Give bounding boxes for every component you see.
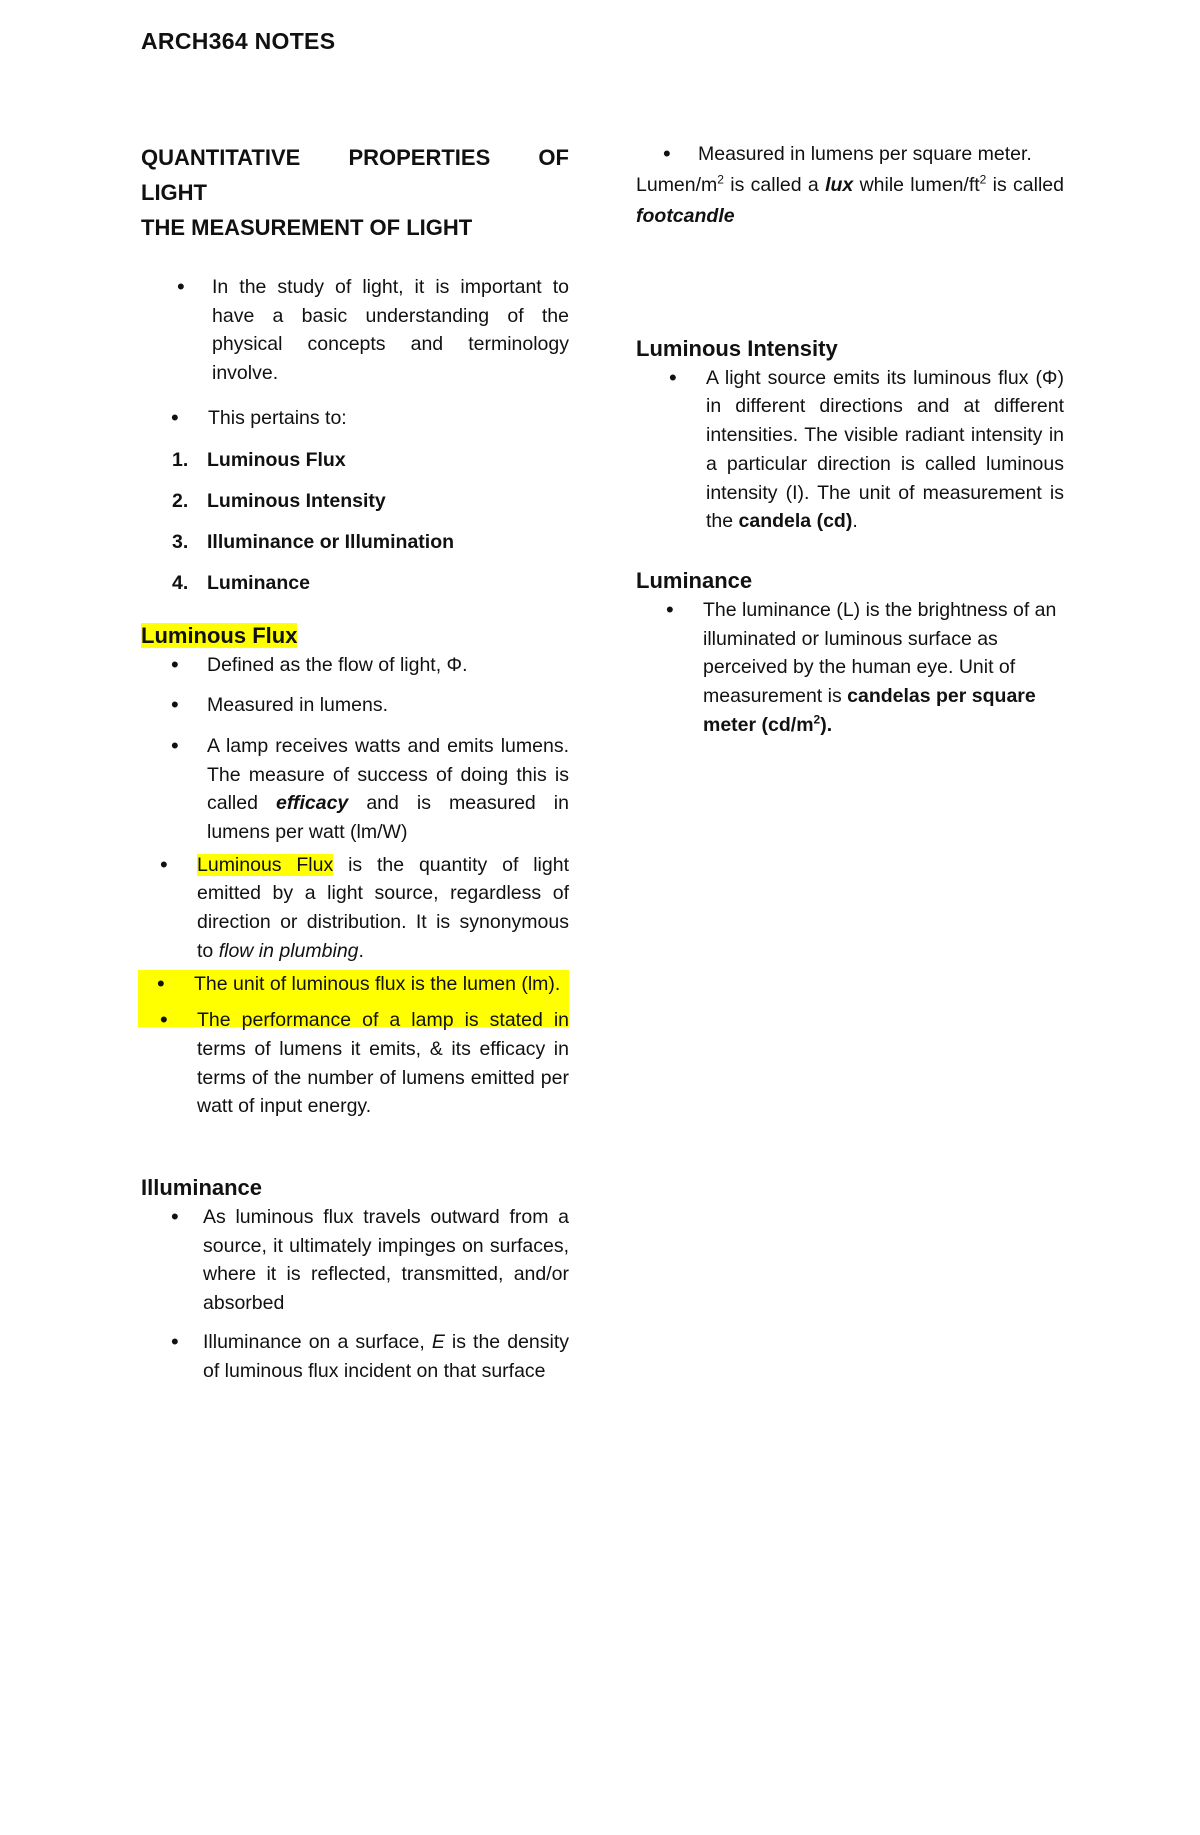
bullet-icon: • bbox=[160, 1007, 168, 1033]
section-heading bbox=[141, 621, 569, 651]
topics-list bbox=[141, 446, 569, 597]
illuminance-bullet-2: Illuminance on a surface, bbox=[203, 1330, 432, 1353]
list-number: 3. bbox=[172, 530, 189, 553]
intensity-bullet-end: . bbox=[852, 510, 858, 533]
section-heading: Luminance bbox=[636, 567, 753, 593]
list-item bbox=[138, 970, 569, 999]
candela-term: candela (cd) bbox=[738, 510, 853, 533]
list-item bbox=[141, 446, 569, 474]
bullet-icon: • bbox=[171, 404, 179, 430]
list-item bbox=[141, 404, 569, 433]
bullet-icon: • bbox=[177, 274, 185, 299]
bullet-icon: • bbox=[171, 692, 179, 718]
bullet-icon: • bbox=[171, 1328, 179, 1354]
bullet-icon: • bbox=[157, 970, 165, 996]
section-heading: Luminous Intensity bbox=[636, 335, 838, 361]
title-line-3: THE MEASUREMENT OF LIGHT bbox=[141, 215, 473, 240]
flux-bullet-3-text: and is measured in lumens per watt (lm/W) bbox=[207, 792, 569, 844]
title-word: PROPERTIES bbox=[348, 145, 491, 170]
intro-list bbox=[141, 273, 569, 433]
list-text: Luminance bbox=[207, 571, 310, 594]
bullet-icon: • bbox=[663, 141, 671, 166]
right-column bbox=[636, 140, 1064, 739]
intensity-list bbox=[636, 364, 1064, 536]
list-text: Luminous Flux bbox=[207, 448, 346, 471]
lux-term: lux bbox=[825, 173, 854, 196]
list-number: 2. bbox=[172, 489, 189, 512]
list-item bbox=[141, 1328, 569, 1385]
list-text: Luminous Intensity bbox=[207, 489, 386, 512]
lux-bullet: Measured in lumens per square meter. bbox=[698, 143, 1032, 165]
document-header: ARCH364 NOTES bbox=[141, 28, 336, 54]
illuminance-list bbox=[141, 1203, 569, 1385]
list-text: Illuminance or Illumination bbox=[207, 530, 455, 553]
superscript: 2 bbox=[979, 172, 987, 187]
footcandle-term: footcandle bbox=[636, 204, 735, 227]
list-number: 1. bbox=[172, 448, 189, 471]
title-line-2: LIGHT bbox=[141, 180, 207, 205]
list-item bbox=[636, 364, 1064, 536]
flux-bullet-1: Defined as the flow of light, Φ. bbox=[207, 653, 468, 676]
superscript: 2 bbox=[717, 172, 724, 187]
title-word: OF bbox=[538, 145, 569, 170]
text-run: is called a bbox=[723, 173, 826, 196]
section-heading: Illuminance bbox=[141, 1175, 263, 1201]
list-number: 4. bbox=[172, 571, 189, 594]
illuminance-bullet-1: As luminous flux travels outward from a source, it ultimately impinges on surfaces, where it is reflected, transmitted, and/or absorbed bbox=[203, 1206, 569, 1315]
list-item bbox=[636, 596, 1064, 740]
title-word: QUANTITATIVE bbox=[141, 145, 301, 170]
list-item bbox=[636, 140, 1064, 169]
list-item bbox=[141, 273, 569, 388]
luminance-unit: candelas per square meter (cd/m bbox=[703, 685, 1036, 736]
list-item bbox=[141, 487, 569, 515]
luminance-list bbox=[636, 596, 1064, 740]
bullet-icon: • bbox=[171, 1204, 179, 1230]
bullet-icon: • bbox=[666, 596, 674, 622]
list-item bbox=[141, 691, 569, 720]
symbol-e: E bbox=[431, 1330, 445, 1353]
intensity-bullet: A light source emits its luminous flux (Φ) in different directions and at different intensities. The visible radiant intensity in a particular direction is called luminous intensity (I). The unit of measurement is the bbox=[706, 366, 1064, 533]
bullet-icon: • bbox=[171, 732, 179, 758]
list-item bbox=[141, 1203, 569, 1318]
text-run: is called bbox=[986, 173, 1064, 196]
lux-list bbox=[636, 140, 1064, 169]
flux-bullet-2: Measured in lumens. bbox=[207, 694, 389, 717]
illuminance-bullet-2-end: is the density of luminous flux incident on that surface bbox=[203, 1330, 570, 1382]
luminance-bullet: The luminance (L) is the brightness of an illuminated or luminous surface as perceived by the human eye. Unit of measurement is bbox=[703, 598, 1057, 708]
intro-bullet-2: This pertains to: bbox=[208, 406, 347, 429]
list-item bbox=[141, 851, 569, 966]
list-item bbox=[141, 528, 569, 556]
flux-bullet-4-end: . bbox=[358, 939, 364, 962]
flux-bullet-4-text: is the quantity of light emitted by a light source, regardless of direction or distribution. It is synonymous to bbox=[197, 853, 569, 962]
luminous-flux-list bbox=[141, 651, 569, 1122]
intro-bullet-1: In the study of light, it is important to have a basic understanding of the physical concepts and terminology involve. bbox=[212, 276, 569, 385]
title-line-1 bbox=[141, 140, 569, 175]
efficacy-term: efficacy bbox=[276, 792, 349, 815]
lux-paragraph bbox=[636, 170, 1064, 232]
flux-bullet-6: The performance of a lamp is stated in terms of lumens it emits, & its efficacy in terms of the number of lumens emitted per watt of input energy. bbox=[197, 1009, 569, 1118]
text-run: while lumen/ft bbox=[853, 173, 980, 196]
bullet-icon: • bbox=[669, 364, 677, 390]
flux-bullet-5: The unit of luminous flux is the lumen (lm). bbox=[194, 972, 561, 995]
superscript: 2 bbox=[813, 712, 821, 727]
bullet-icon: • bbox=[171, 651, 179, 677]
list-item bbox=[141, 1006, 569, 1121]
flux-bullet-4-italic: flow in plumbing bbox=[218, 939, 359, 962]
bullet-icon: • bbox=[160, 851, 168, 877]
list-item bbox=[141, 651, 569, 680]
luminance-unit-end: ). bbox=[820, 713, 833, 736]
highlighted-term: Luminous Flux bbox=[197, 853, 334, 876]
text-run: Lumen/m bbox=[636, 173, 718, 196]
highlighted-heading: Luminous Flux bbox=[141, 622, 298, 648]
list-item bbox=[141, 569, 569, 597]
list-item bbox=[141, 732, 569, 847]
left-column bbox=[141, 140, 569, 1385]
flux-bullet-3-text: A lamp receives watts and emits lumens. The measure of success of doing this is called bbox=[207, 734, 569, 815]
